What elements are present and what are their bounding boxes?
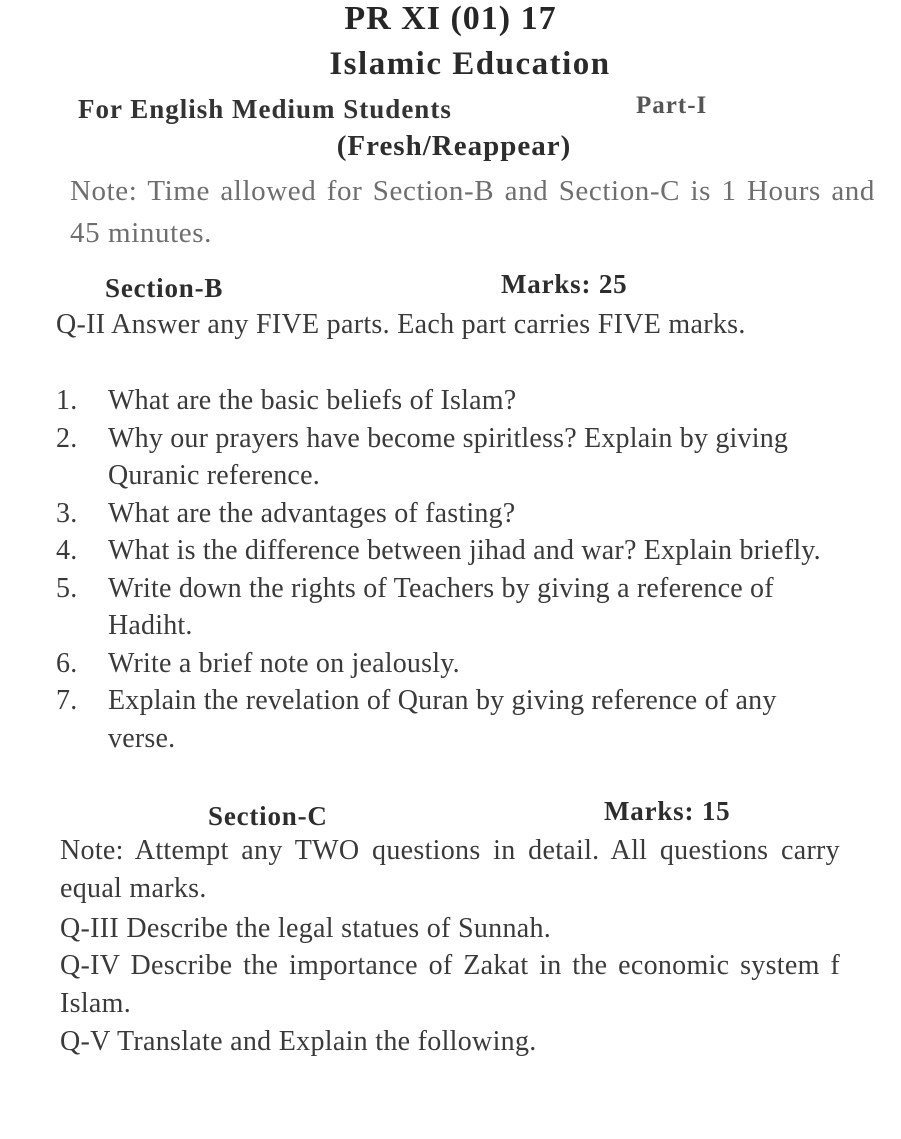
question-item [56, 682, 846, 757]
section-c-marks: Marks: 15 [604, 796, 731, 826]
section-c-question: Q-V Translate and Explain the following. [60, 1026, 537, 1057]
question-number: 6. [56, 647, 78, 679]
paper-code: PR XI (01) 17 [344, 0, 557, 37]
section-c-question: Q-IV Describe the importance of Zakat in the economic system f Islam. [60, 950, 840, 1019]
question-text: Write down the rights of Teachers by giving a reference of Hadiht. [108, 572, 774, 641]
question-number: 5. [56, 572, 78, 604]
question-text: What is the difference between jihad and war? Explain briefly. [108, 535, 821, 566]
question-item [56, 420, 846, 495]
question-number: 3. [56, 497, 78, 529]
section-c-note: Note: Attempt any TWO questions in detail. All questions carry equal marks. [60, 835, 840, 904]
section-b-question-list [56, 382, 846, 757]
question-text: What are the advantages of fasting? [108, 497, 516, 529]
question-item [56, 645, 846, 683]
section-b-title: Section-B [105, 273, 224, 303]
question-item [56, 532, 846, 570]
question-text: What are the basic beliefs of Islam? [108, 385, 517, 416]
part-label: Part-I [636, 92, 708, 119]
question-number: 7. [56, 685, 78, 716]
section-b-marks: Marks: 25 [501, 269, 628, 299]
question-number: 2. [56, 422, 78, 454]
question-item [56, 570, 846, 645]
exam-mode: (Fresh/Reappear) [336, 130, 572, 162]
subject-title: Islamic Education [329, 46, 611, 82]
question-item [56, 382, 846, 420]
question-text: Write a brief note on jealously. [108, 647, 460, 679]
question-text: Why our prayers have become spiritless? Explain by giving Quranic reference. [108, 422, 789, 491]
question-number: 4. [56, 535, 78, 566]
section-c-title: Section-C [208, 801, 328, 831]
time-note: Note: Time allowed for Section-B and Section-C is 1 Hours and 45 minutes. [70, 175, 875, 249]
medium-label: For English Medium Students [78, 94, 452, 124]
section-c-question: Q-III Describe the legal statues of Sunnah. [60, 913, 552, 944]
question-text: Explain the revelation of Quran by giving reference of any verse. [108, 685, 777, 754]
section-b-instruction: Q-II Answer any FIVE parts. Each part carries FIVE marks. [56, 309, 746, 340]
question-number: 1. [56, 385, 78, 416]
question-item [56, 495, 846, 533]
